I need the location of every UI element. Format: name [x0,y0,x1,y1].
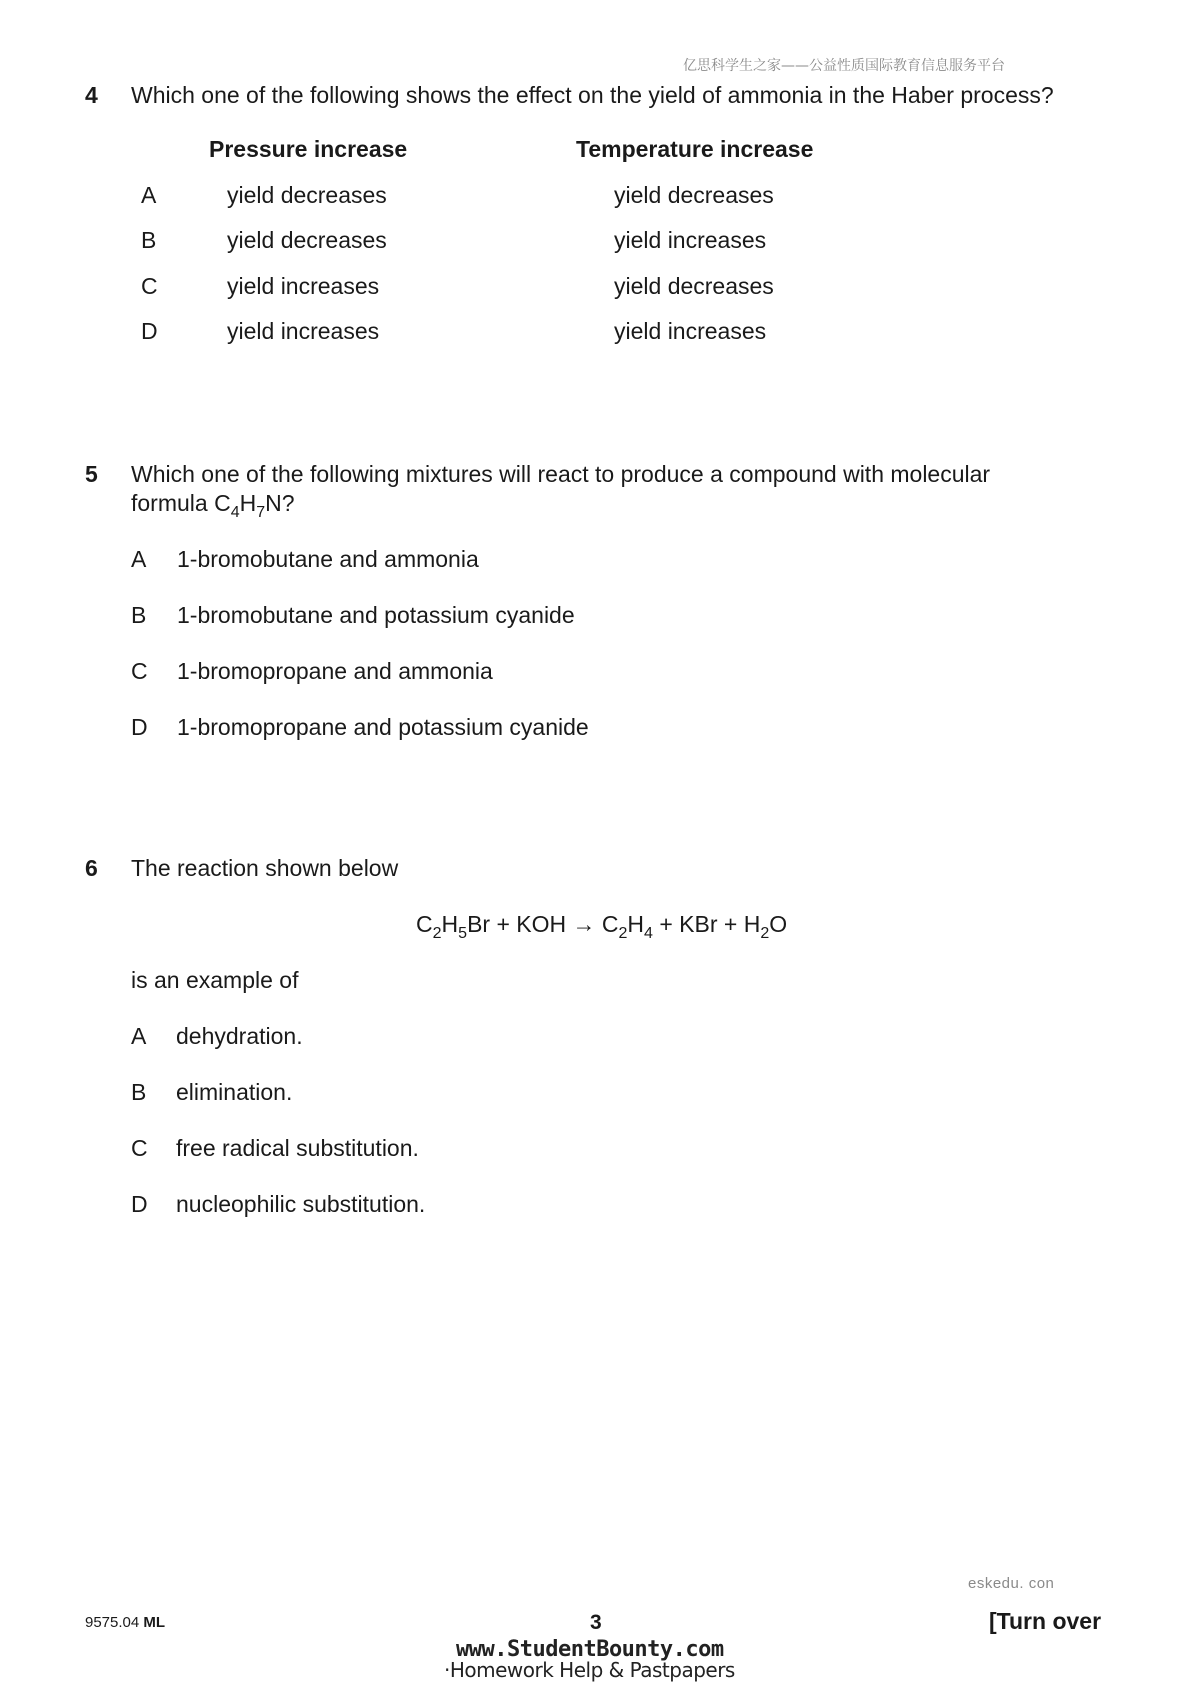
eq-part: O [769,911,788,937]
q6-after-text: is an example of [131,967,299,993]
page-number: 3 [590,1611,602,1634]
q6-option-text: dehydration. [176,1023,303,1049]
footer-paper-code [85,1614,165,1631]
q4-row-pressure: yield increases [227,273,380,299]
q5-option-letter: A [131,546,147,572]
q4-row-pressure: yield decreases [227,227,387,253]
q4-col-header-temperature: Temperature increase [576,136,814,162]
eq-sub: 2 [618,925,628,942]
q4-row-pressure: yield increases [227,318,380,344]
q4-row-temperature: yield increases [614,227,767,253]
q5-formula-sub: 7 [256,504,266,521]
eq-sub: 2 [760,925,770,942]
footer-code-suffix: ML [143,1614,166,1631]
q4-number: 4 [85,82,98,108]
q6-option-letter: A [131,1023,147,1049]
q5-option-text: 1-bromobutane and ammonia [177,546,479,572]
eq-sub: 4 [644,925,653,942]
q4-row-pressure: yield decreases [227,182,387,208]
q6-option-text: free radical substitution. [176,1135,419,1161]
q6-option-text: elimination. [176,1079,293,1105]
q5-option-letter: B [131,602,147,628]
q5-option-letter: D [131,714,148,740]
eq-part: Br + KOH → C [467,911,619,937]
q6-option-letter: D [131,1191,148,1217]
q4-row-letter: D [141,318,158,344]
q4-col-header-pressure: Pressure increase [209,136,408,162]
eq-part: H [627,911,645,937]
q6-equation [416,911,788,942]
q6-option-text: nucleophilic substitution. [176,1191,426,1217]
q5-option-text: 1-bromobutane and potassium cyanide [177,602,575,628]
q5-text-line1: Which one of the following mixtures will react to produce a compound with molecular [131,461,991,487]
q5-formula-part: N? [265,490,295,516]
eq-part: C [416,911,433,937]
studentbounty-tagline: ·Homework Help & Pastpapers [444,1658,735,1682]
q5-option-letter: C [131,658,148,684]
q5-formula-part: H [239,490,257,516]
turn-over-label: [Turn over [989,1608,1102,1634]
studentbounty-url-logo: www.StudentBounty.com [456,1637,724,1662]
q4-row-letter: B [141,227,157,253]
q5-formula-prefix: formula C [131,490,231,516]
q6-option-letter: B [131,1079,147,1105]
eq-part: + KBr + H [652,911,761,937]
q5-option-text: 1-bromopropane and ammonia [177,658,493,684]
q4-row-temperature: yield increases [614,318,767,344]
q5-formula-sub: 4 [230,504,240,521]
q6-text: The reaction shown below [131,855,399,881]
q5-text-line2 [131,490,295,521]
q4-text: Which one of the following shows the effect on the yield of ammonia in the Haber process? [131,82,1054,108]
footer-watermark-eskedu: eskedu. con [968,1575,1055,1592]
q4-row-temperature: yield decreases [614,182,774,208]
footer-code-number: 9575.04 [85,1614,140,1631]
eq-sub: 2 [432,925,442,942]
q5-number: 5 [85,461,98,487]
q6-number: 6 [85,855,98,881]
q4-row-temperature: yield decreases [614,273,774,299]
q4-row-letter: C [141,273,158,299]
q5-option-text: 1-bromopropane and potassium cyanide [177,714,589,740]
header-watermark: 亿思科学生之家——公益性质国际教育信息服务平台 [683,58,1005,74]
eq-sub: 5 [458,925,468,942]
q4-row-letter: A [141,182,157,208]
eq-part: H [441,911,459,937]
q6-option-letter: C [131,1135,148,1161]
